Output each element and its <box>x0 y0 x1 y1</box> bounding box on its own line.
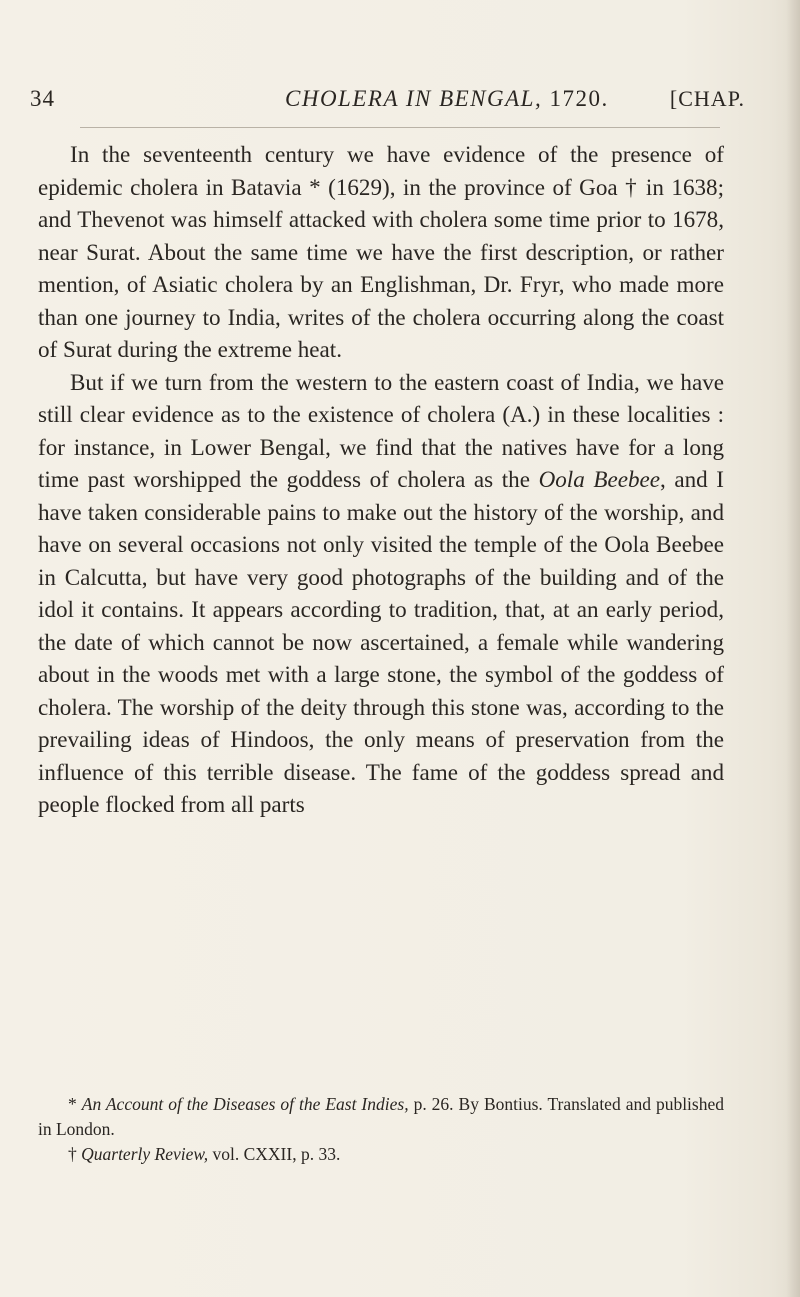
paragraph-2-text-b: , and I have taken considerable pains to make out the history of the worship, and have on several occasions not only visited the temple of the Oola Beebee in Calcutta, but have very good photographs of the building and of the idol it contains. It appears according to tradition, that, at an early period, the date of which cannot be now ascertained, a female while wandering about in the woods met with a large stone, the symbol of the goddess of cholera. The worship of the deity through this stone was, according to the prevailing ideas of Hindoos, the only means of preservation from the influence of this terrible disease. The fame of the goddess spread and people flocked from all parts <box>38 466 724 817</box>
body-text <box>38 138 724 821</box>
paragraph-2 <box>38 366 724 821</box>
header-rule <box>80 127 720 128</box>
footnote-1-title: An Account of the Diseases of the East Indies, <box>81 1094 409 1114</box>
footnotes <box>38 1092 724 1167</box>
chapter-label: [CHAP. <box>669 86 745 111</box>
footnote-2-rest: vol. CXXII, p. 33. <box>208 1144 341 1164</box>
page-edge-shadow <box>786 0 800 1297</box>
running-title-text: CHOLERA IN BENGAL, <box>285 86 543 111</box>
paragraph-1-text: In the seventeenth century we have evidence of the presence of epidemic cholera in Batavia * (1629), in the province of Goa † in 1638; and Thevenot was himself attacked with cholera some time prior to 1678, near Surat. About the same time we have the first description, or rather mention, of Asiatic cholera by an Englishman, Dr. Fryr, who made more than one journey to India, writes of the cholera occurring along the coast of Surat during the extreme heat. <box>38 141 724 362</box>
running-title <box>285 86 609 112</box>
footnote-1-marker: * <box>68 1094 82 1114</box>
footnote-2 <box>38 1142 724 1167</box>
footnote-2-title: Quarterly Review, <box>81 1144 209 1164</box>
footnote-1-rest: p. 26. By Bontius. Translated and published in London. <box>38 1094 724 1139</box>
running-title-year: 1720. <box>549 86 609 111</box>
footnote-2-marker: † <box>68 1144 82 1164</box>
running-header <box>30 86 745 120</box>
page-number: 34 <box>30 86 55 111</box>
paragraph-2-italic-term: Oola Beebee <box>538 466 660 492</box>
paragraph-1 <box>38 138 724 366</box>
footnote-1 <box>38 1092 724 1142</box>
paragraph-2-text-a: But if we turn from the western to the eastern coast of India, we have still clear evidence as to the existence of cholera (A.) in these localities : for instance, in Lower Bengal, we find that the natives have for a long time past worshipped the goddess of cholera as the <box>38 368 724 492</box>
